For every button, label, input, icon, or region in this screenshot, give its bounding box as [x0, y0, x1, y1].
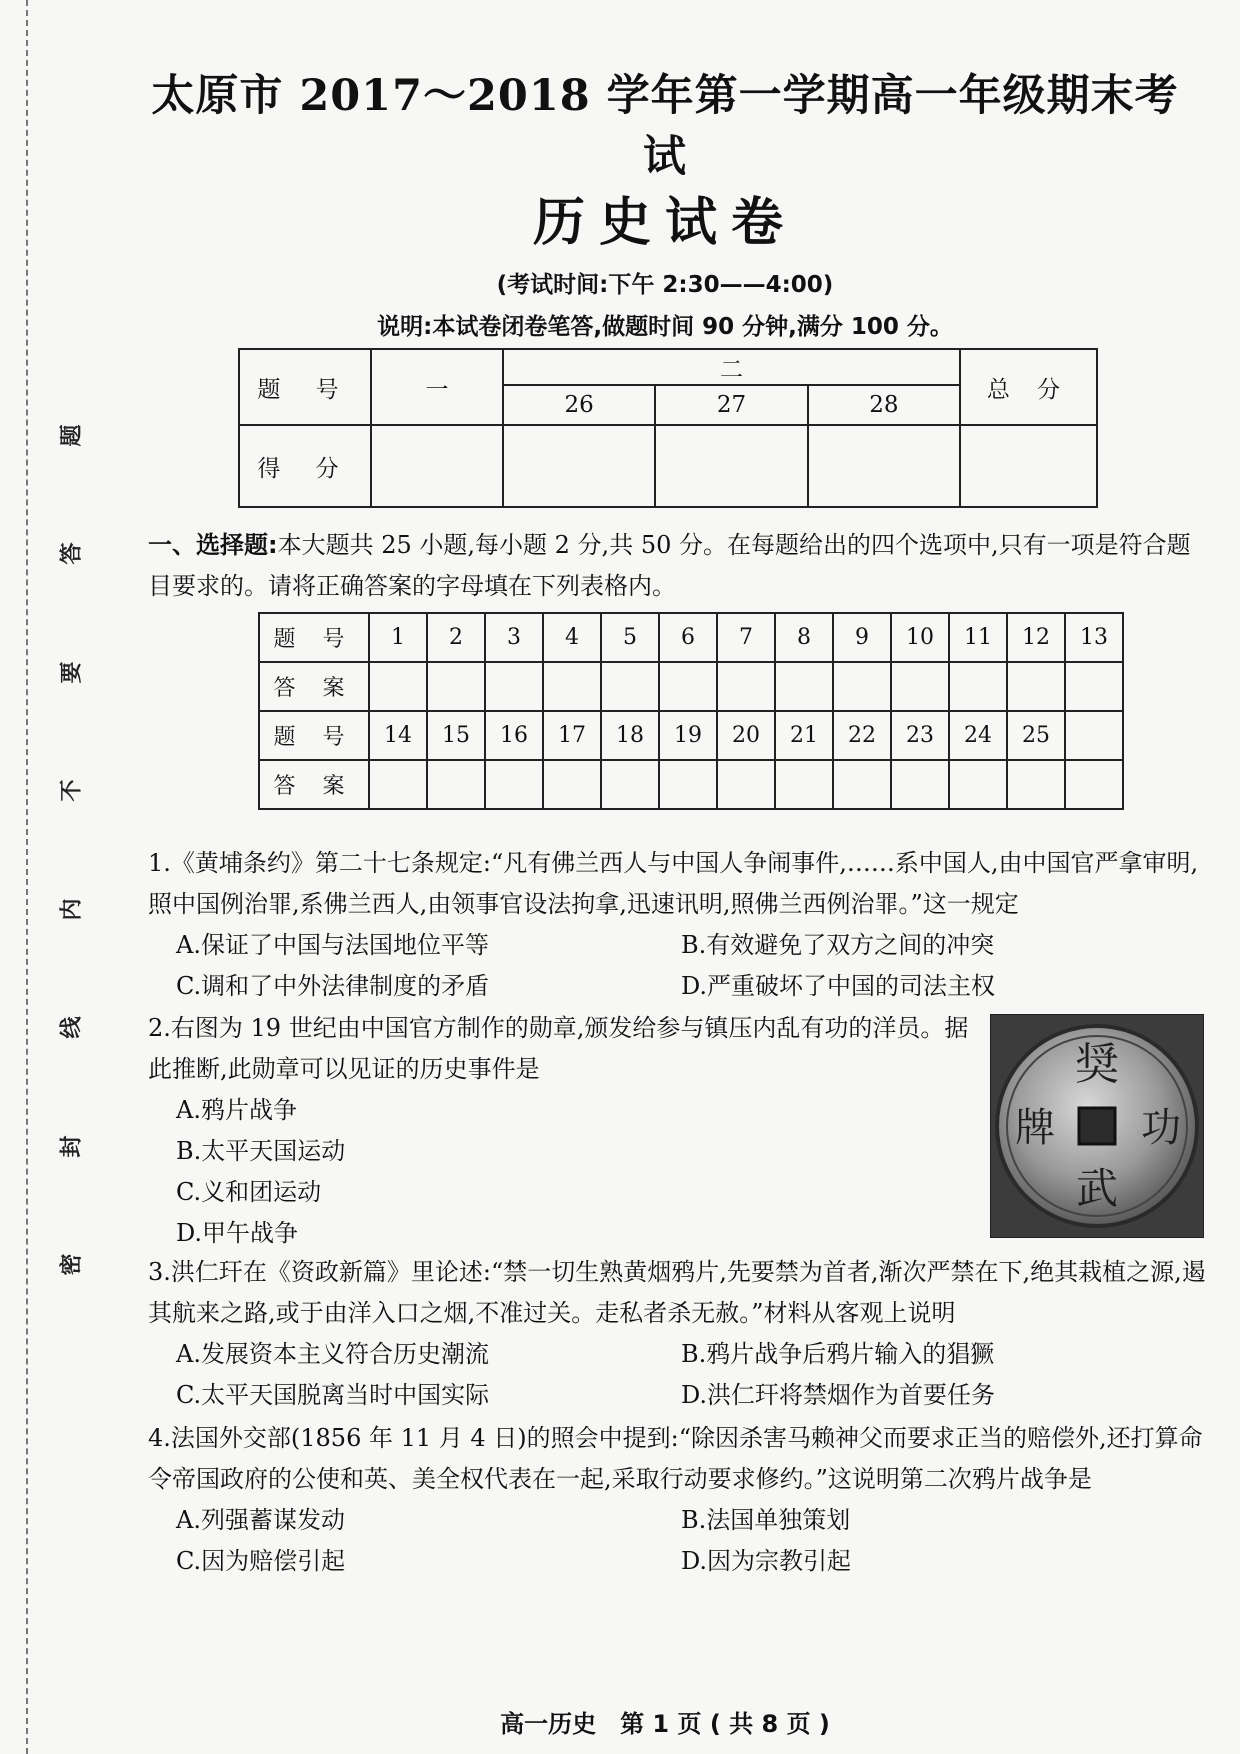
seal-char: 题 — [59, 424, 85, 447]
question-number: 7 — [717, 613, 775, 662]
seal-char: 要 — [59, 661, 85, 684]
option-c[interactable]: C.调和了中外法律制度的矛盾 — [176, 972, 490, 1000]
answer-cell[interactable] — [659, 760, 717, 809]
question-stem: 4.法国外交部(1856 年 11 月 4 日)的照会中提到:“除因杀害马赖神父而要求正当的赔偿外,还打算命令帝国政府的公使和英、美全权代表在一起,采取行动要求修约。”这说明第二次鸦片战争是 — [148, 1424, 1203, 1493]
exam-note: 说明:本试卷闭卷笔答,做题时间 90 分钟,满分 100 分。 — [377, 314, 953, 340]
answer-table-label-answer: 答 案 — [259, 760, 369, 809]
question-number: 16 — [485, 711, 543, 760]
question-number: 18 — [601, 711, 659, 760]
question-options — [148, 925, 1208, 1007]
answer-cell[interactable] — [369, 760, 427, 809]
answer-table — [258, 612, 1124, 810]
question-number: 12 — [1007, 613, 1065, 662]
answer-cell[interactable] — [891, 760, 949, 809]
medal-char-left: 牌 — [1015, 1105, 1055, 1151]
score-cell[interactable] — [371, 425, 503, 507]
question-4 — [148, 1418, 1208, 1582]
seal-line-notice — [50, 420, 90, 1280]
seal-char: 密 — [59, 1253, 85, 1276]
answer-cell[interactable] — [601, 662, 659, 711]
answer-cell[interactable] — [717, 662, 775, 711]
question-number: 13 — [1065, 613, 1123, 662]
option-a[interactable]: A.发展资本主义符合历史潮流 — [176, 1340, 489, 1368]
answer-cell[interactable] — [1065, 662, 1123, 711]
question-number: 21 — [775, 711, 833, 760]
score-table-q28: 28 — [808, 385, 960, 425]
question-number: 5 — [601, 613, 659, 662]
answer-cell[interactable] — [485, 760, 543, 809]
option-c[interactable]: C.因为赔偿引起 — [176, 1547, 346, 1575]
seal-dashed-line — [26, 0, 28, 1754]
question-number: 8 — [775, 613, 833, 662]
question-number: 15 — [427, 711, 485, 760]
answer-cell[interactable] — [833, 760, 891, 809]
answer-cell[interactable] — [659, 662, 717, 711]
score-cell[interactable] — [655, 425, 807, 507]
answer-cell[interactable] — [775, 760, 833, 809]
question-number: 25 — [1007, 711, 1065, 760]
answer-cell[interactable] — [949, 760, 1007, 809]
question-number: 4 — [543, 613, 601, 662]
question-number: 20 — [717, 711, 775, 760]
answer-cell[interactable] — [1065, 760, 1123, 809]
question-options — [148, 1500, 1208, 1582]
option-d[interactable]: D.因为宗教引起 — [681, 1547, 852, 1575]
answer-table-label-answer: 答 案 — [259, 662, 369, 711]
exam-subtitle: 历史试卷 — [532, 193, 797, 253]
seal-char: 答 — [59, 542, 85, 565]
answer-cell[interactable] — [601, 760, 659, 809]
score-table-part1: 一 — [371, 349, 503, 425]
option-b[interactable]: B.太平天国运动 — [176, 1137, 346, 1165]
option-b[interactable]: B.鸦片战争后鸦片输入的猖獗 — [681, 1340, 995, 1368]
seal-char: 线 — [59, 1016, 85, 1039]
score-table-q26: 26 — [503, 385, 655, 425]
seal-char: 不 — [59, 779, 85, 802]
score-cell[interactable] — [503, 425, 655, 507]
question-stem: 2.右图为 19 世纪由中国官方制作的勋章,颁发给参与镇压内乱有功的洋员。据此推断,此勋章可以见证的历史事件是 — [148, 1014, 969, 1083]
question-options — [148, 1334, 1208, 1416]
answer-cell[interactable] — [369, 662, 427, 711]
question-number: 1 — [369, 613, 427, 662]
answer-cell[interactable] — [1007, 760, 1065, 809]
question-1 — [148, 843, 1208, 1007]
option-c[interactable]: C.太平天国脱离当时中国实际 — [176, 1381, 490, 1409]
answer-table-label-question: 题 号 — [259, 613, 369, 662]
score-table-label-question: 题 号 — [239, 349, 371, 425]
question-number: 23 — [891, 711, 949, 760]
question-number: 14 — [369, 711, 427, 760]
option-d[interactable]: D.严重破坏了中国的司法主权 — [681, 972, 996, 1000]
score-cell[interactable] — [808, 425, 960, 507]
question-number: 9 — [833, 613, 891, 662]
seal-char: 封 — [59, 1135, 85, 1158]
page-footer: 高一历史 第 1 页 ( 共 8 页 ) — [500, 1710, 830, 1738]
question-3 — [148, 1252, 1208, 1416]
answer-cell[interactable] — [891, 662, 949, 711]
question-number: 2 — [427, 613, 485, 662]
question-number: 10 — [891, 613, 949, 662]
option-a[interactable]: A.保证了中国与法国地位平等 — [176, 931, 489, 959]
medal-photo — [990, 1014, 1204, 1238]
question-number: 3 — [485, 613, 543, 662]
option-a[interactable]: A.列强蓄谋发动 — [176, 1506, 345, 1534]
answer-cell[interactable] — [427, 760, 485, 809]
medal-image — [991, 1015, 1203, 1237]
section1-heading-bold: 一、选择题: — [148, 531, 278, 559]
answer-cell[interactable] — [717, 760, 775, 809]
answer-cell[interactable] — [775, 662, 833, 711]
option-a[interactable]: A.鸦片战争 — [176, 1096, 297, 1124]
section1-heading — [148, 525, 1208, 607]
answer-cell[interactable] — [427, 662, 485, 711]
question-number — [1065, 711, 1123, 760]
answer-cell[interactable] — [485, 662, 543, 711]
option-d[interactable]: D.甲午战争 — [176, 1219, 299, 1247]
score-table-total: 总 分 — [960, 349, 1097, 425]
answer-cell[interactable] — [543, 662, 601, 711]
question-number: 11 — [949, 613, 1007, 662]
seal-char: 内 — [59, 898, 85, 921]
option-c[interactable]: C.义和团运动 — [176, 1178, 322, 1206]
score-cell[interactable] — [960, 425, 1097, 507]
exam-time: (考试时间:下午 2:30——4:00) — [496, 272, 834, 298]
answer-cell[interactable] — [949, 662, 1007, 711]
section1-heading-text: 本大题共 25 小题,每小题 2 分,共 50 分。在每题给出的四个选项中,只有一项是符合题目要求的。请将正确答案的字母填在下列表格内。 — [148, 531, 1191, 600]
question-stem: 1.《黄埔条约》第二十七条规定:“凡有佛兰西人与中国人争闹事件,……系中国人,由中国官严拿审明,照中国例治罪,系佛兰西人,由领事官设法拘拿,迅速讯明,照佛兰西例治罪。”这一规定 — [148, 849, 1199, 918]
score-table-q27: 27 — [655, 385, 807, 425]
answer-table-label-question: 题 号 — [259, 711, 369, 760]
question-number: 19 — [659, 711, 717, 760]
question-number: 17 — [543, 711, 601, 760]
medal-char-top: 奨 — [1075, 1039, 1119, 1090]
answer-cell[interactable] — [1007, 662, 1065, 711]
score-table-part2: 二 — [503, 349, 960, 385]
medal-char-right: 功 — [1141, 1105, 1181, 1151]
option-b[interactable]: B.法国单独策划 — [681, 1506, 851, 1534]
option-d[interactable]: D.洪仁玕将禁烟作为首要任务 — [681, 1381, 996, 1409]
medal-char-bottom: 武 — [1075, 1164, 1119, 1213]
answer-cell[interactable] — [543, 760, 601, 809]
score-table-label-score: 得 分 — [239, 425, 371, 507]
question-number: 22 — [833, 711, 891, 760]
question-number: 6 — [659, 613, 717, 662]
option-b[interactable]: B.有效避免了双方之间的冲突 — [681, 931, 995, 959]
exam-title: 太原市 2017～2018 学年第一学期高一年级期末考试 — [151, 71, 1179, 182]
score-table — [238, 348, 1098, 508]
question-number: 24 — [949, 711, 1007, 760]
answer-cell[interactable] — [833, 662, 891, 711]
question-stem: 3.洪仁玕在《资政新篇》里论述:“禁一切生熟黄烟鸦片,先要禁为首者,渐次严禁在下,绝其栽植之源,遏其航来之路,或于由洋入口之烟,不准过关。走私者杀无赦。”材料从客观上说明 — [148, 1258, 1206, 1327]
